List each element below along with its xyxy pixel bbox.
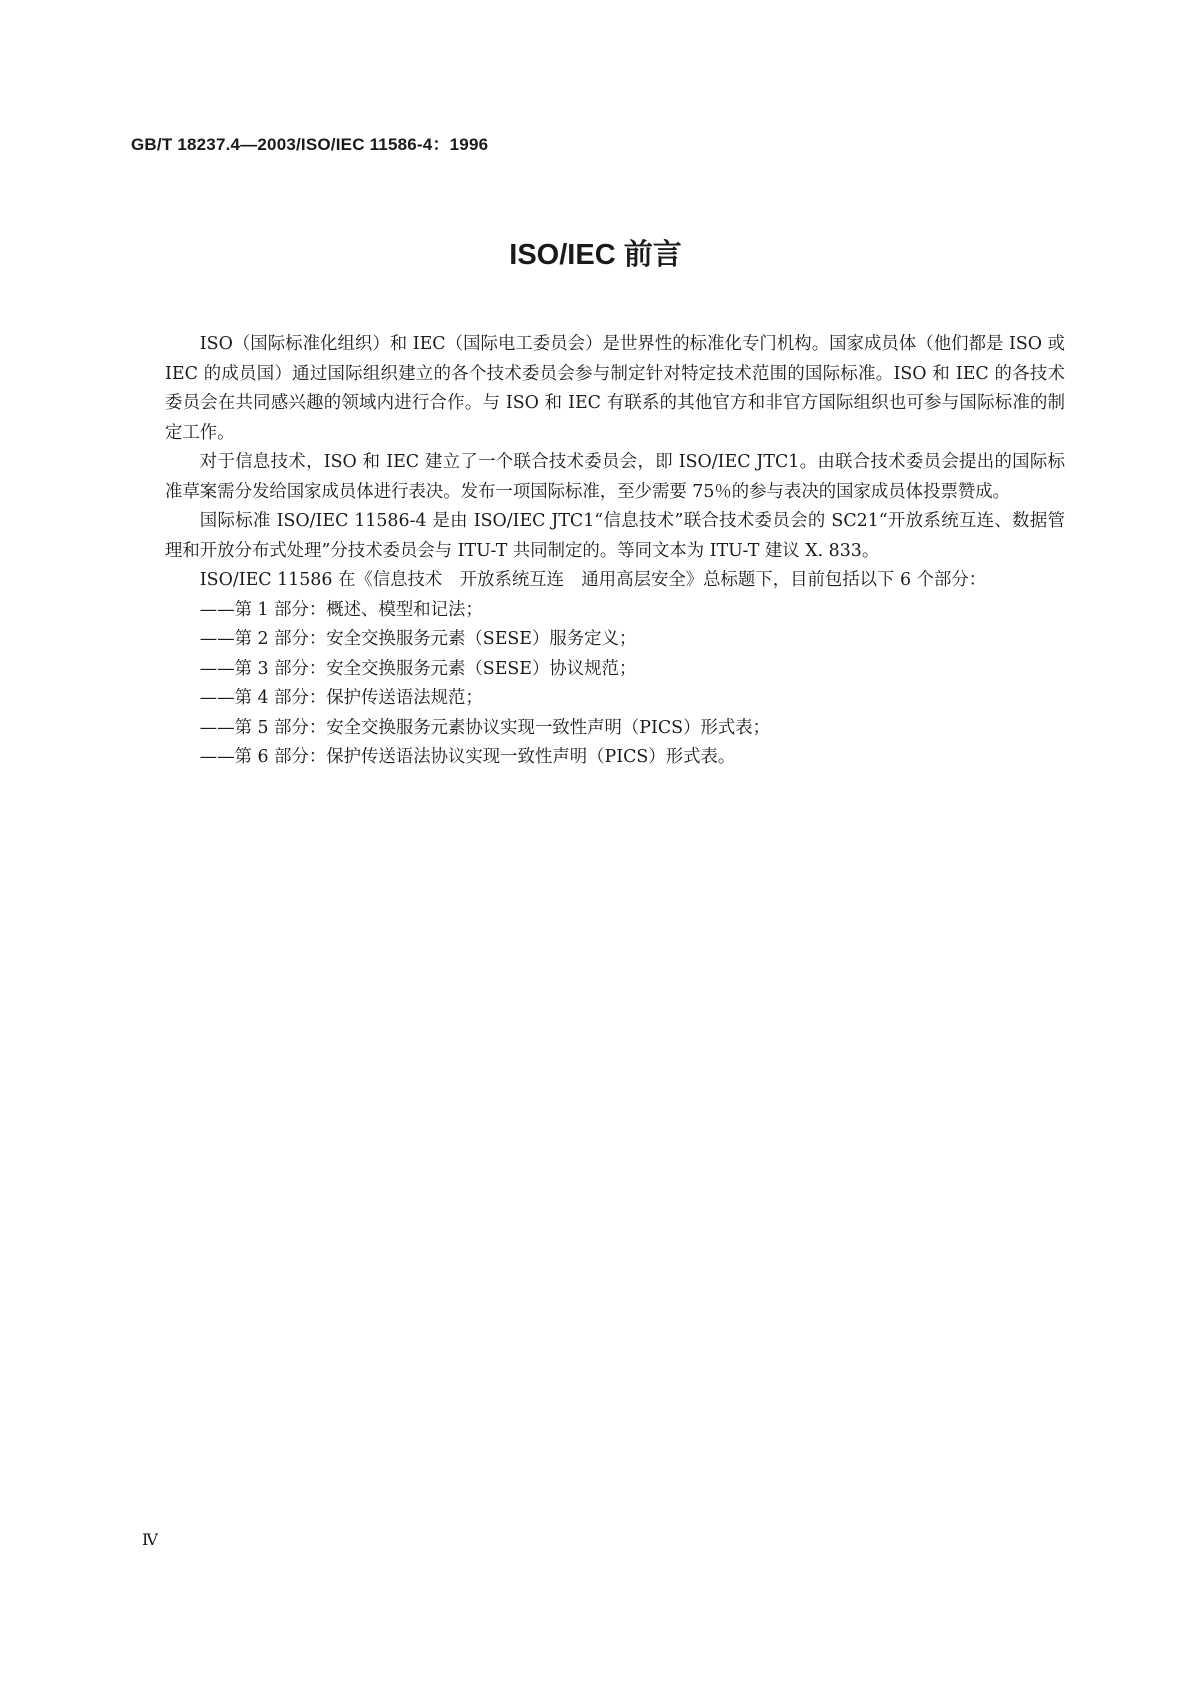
list-item-part-5: ——第 5 部分：安全交换服务元素协议实现一致性声明（PICS）形式表； bbox=[199, 717, 771, 738]
list-item-part-2: ——第 2 部分：安全交换服务元素（SESE）服务定义； bbox=[199, 629, 637, 649]
page-title: ISO/IEC 前言 bbox=[509, 239, 682, 271]
list-item-part-6: ——第 6 部分：保护传送语法协议实现一致性声明（PICS）形式表。 bbox=[199, 747, 736, 767]
list-item-part-4: ——第 4 部分：保护传送语法规范； bbox=[199, 688, 483, 708]
paragraph-sc21: 国际标准 ISO/IEC 11586-4 是由 ISO/IEC JTC1“信息技术”联合技术委员会的 SC21“开放系统互连、数据管理和开放分布式处理”分技术委员会与 ITU-T 共同制定的。等同文本为 ITU-T 建议 X. 833。 bbox=[165, 511, 1065, 561]
standard-number-header: GB/T 18237.4—2003/ISO/IEC 11586-4：1996 bbox=[131, 135, 489, 154]
list-item-part-3: ——第 3 部分：安全交换服务元素（SESE）协议规范； bbox=[199, 658, 637, 679]
paragraph-parts-intro: ISO/IEC 11586 在《信息技术 开放系统互连 通用高层安全》总标题下，目前包括以下 6 个部分： bbox=[199, 570, 987, 590]
list-item-part-1: ——第 1 部分：概述、模型和记法； bbox=[199, 599, 483, 620]
foreword-body bbox=[165, 330, 1065, 773]
page-number: Ⅳ bbox=[142, 1530, 158, 1549]
paragraph-organizations: ISO（国际标准化组织）和 IEC（国际电工委员会）是世界性的标准化专门机构。国家成员体（他们都是 ISO 或 IEC 的成员国）通过国际组织建立的各个技术委员会参与制定针对特定技术范围的国际标准。ISO 和 IEC 的各技术委员会在共同感兴趣的领域内进行合作。与 ISO 和 IEC 有联系的其他官方和非官方国际组织也可参与国际标准的制定工作。 bbox=[165, 334, 1065, 443]
paragraph-jtc1: 对于信息技术，ISO 和 IEC 建立了一个联合技术委员会，即 ISO/IEC JTC1。由联合技术委员会提出的国际标准草案需分发给国家成员体进行表决。发布一项国际标准，至少需要 75％的参与表决的国家成员体投票赞成。 bbox=[165, 452, 1065, 502]
